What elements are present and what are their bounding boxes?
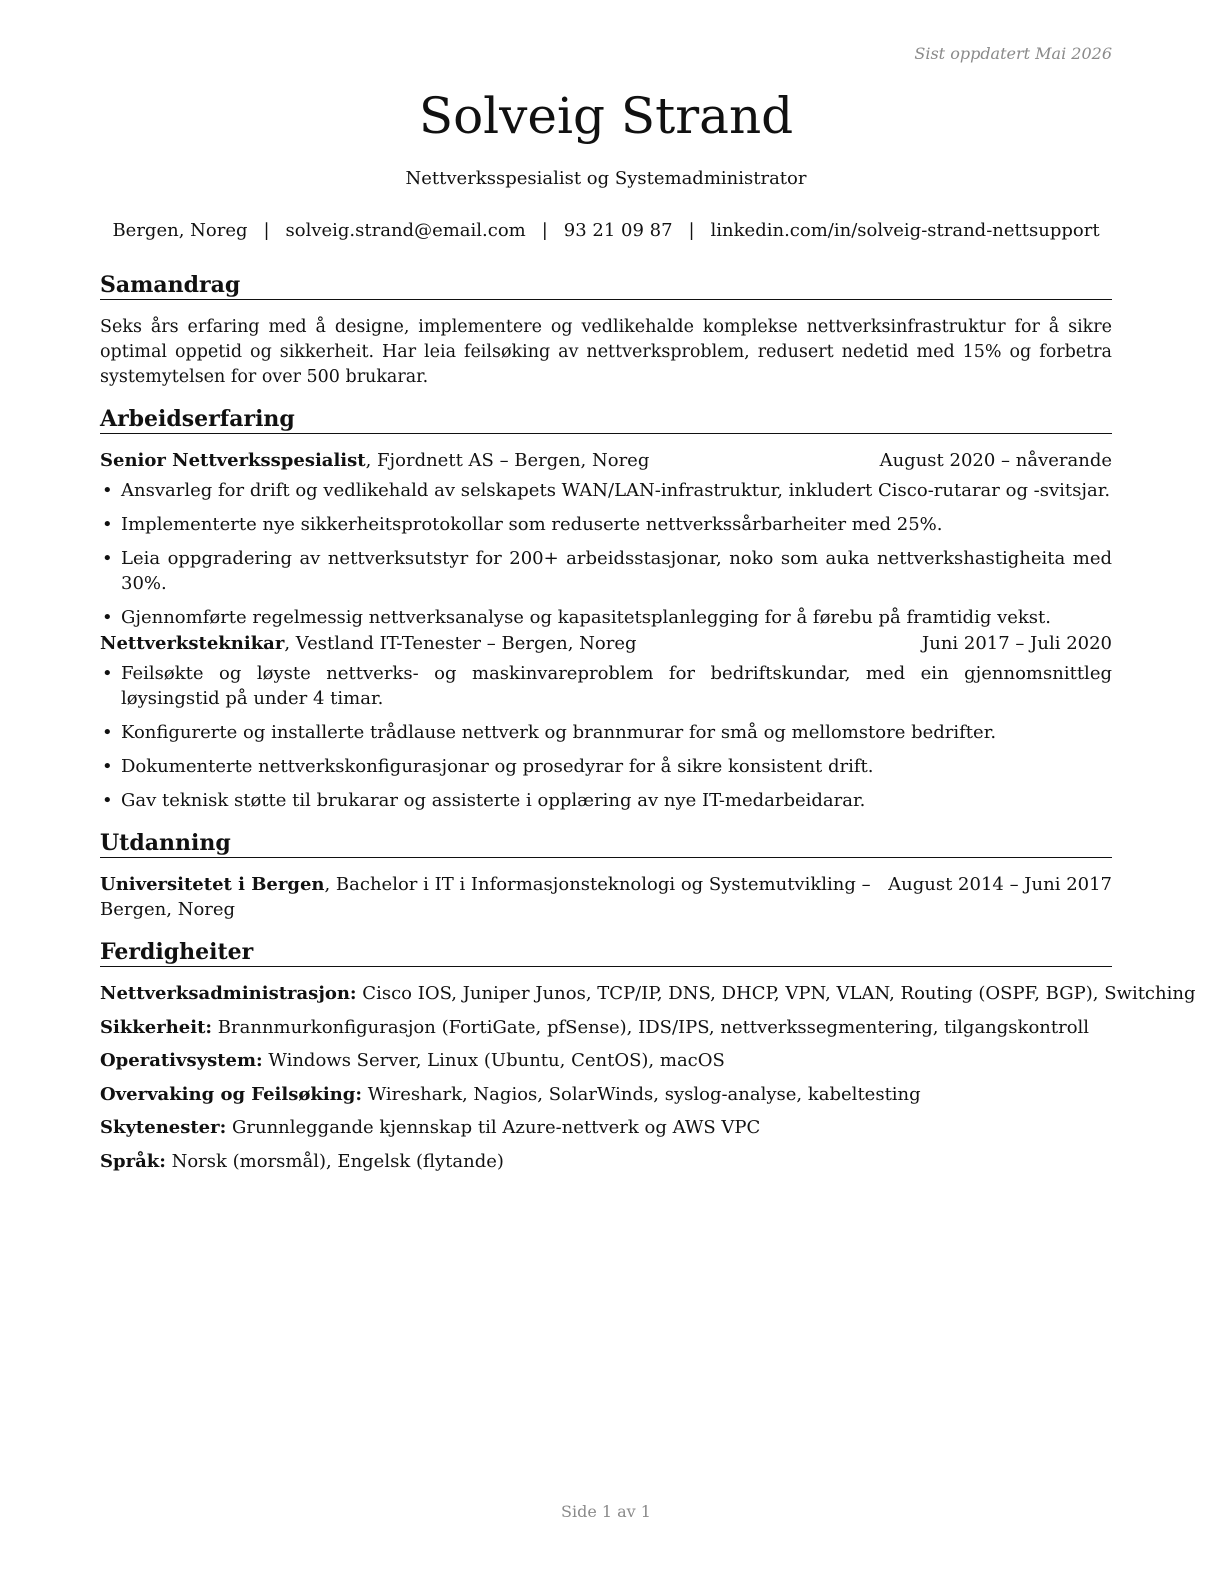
bullet-item: • Konfigurerte og installerte trådlause nettverk og brannmurar for små og mellomstore bedrifter. bbox=[100, 720, 1112, 745]
skills-list bbox=[100, 981, 1196, 1182]
skill-label: Operativsystem: bbox=[100, 1050, 263, 1071]
contact-line bbox=[100, 220, 1112, 242]
separator: | bbox=[688, 220, 695, 241]
bullet-item: • Feilsøkte og løyste nettverks- og maskinvareproblem for bedriftskundar, med ein gjennomsnittleg løysingstid på under 4 timar. bbox=[100, 661, 1112, 711]
separator: | bbox=[263, 220, 270, 241]
bullet-item: • Leia oppgradering av nettverksutstyr for 200+ arbeidsstasjonar, noko som auka nettverkshastigheita med 30%. bbox=[100, 546, 1112, 596]
contact-location: Bergen, Noreg bbox=[112, 220, 248, 241]
section-heading-summary: Samandrag bbox=[100, 272, 1112, 300]
skill-line bbox=[100, 1048, 1112, 1073]
job-dates: Juni 2017 – Juli 2020 bbox=[922, 633, 1112, 654]
job-bullets bbox=[100, 478, 1112, 630]
skill-value: Wireshark, Nagios, SolarWinds, syslog-analyse, kabeltesting bbox=[362, 1083, 921, 1105]
bullet-item: • Implementerte nye sikkerheitsprotokollar som reduserte nettverkssårbarheiter med 25%. bbox=[100, 512, 1112, 537]
skill-value: Windows Server, Linux (Ubuntu, CentOS), macOS bbox=[262, 1050, 725, 1071]
job-title-company bbox=[100, 450, 649, 472]
job-title: Nettverksspesialist og Systemadministrator bbox=[405, 168, 807, 189]
bullet-item: • Dokumenterte nettverkskonfigurasjonar og prosedyrar for å sikre konsistent drift. bbox=[100, 754, 1112, 779]
page-number: Side 1 av 1 bbox=[561, 1502, 651, 1521]
section-heading-experience: Arbeidserfaring bbox=[100, 406, 1112, 434]
contact-email[interactable]: solveig.strand@email.com bbox=[285, 220, 526, 241]
bullet-item: • Gjennomførte regelmessig nettverksanalyse og kapasitetsplanlegging for å førebu på framtidig vekst. bbox=[100, 605, 1112, 630]
contact-phone: 93 21 09 87 bbox=[563, 220, 673, 241]
bullet-item: • Ansvarleg for drift og vedlikehald av selskapets WAN/LAN-infrastruktur, inkludert Cisco-rutarar og -svitsjar. bbox=[100, 478, 1112, 503]
skill-value: Grunnleggande kjennskap til Azure-nettverk og AWS VPC bbox=[226, 1117, 761, 1138]
skill-line bbox=[100, 1015, 1112, 1040]
skill-value: Norsk (morsmål), Engelsk (flytande) bbox=[165, 1150, 504, 1172]
job-role: Nettverksteknikar bbox=[100, 633, 285, 654]
skill-label: Sikkerheit: bbox=[100, 1016, 213, 1038]
job-title-company bbox=[100, 633, 637, 655]
school-name: Universitetet i Bergen bbox=[100, 874, 325, 895]
job-header bbox=[100, 450, 1112, 472]
resume-page bbox=[100, 0, 1196, 1584]
skill-label: Språk: bbox=[100, 1150, 166, 1172]
job-bullets bbox=[100, 661, 1112, 813]
last-updated: Sist oppdatert Mai 2026 bbox=[914, 44, 1112, 63]
skill-label: Skytenester: bbox=[100, 1117, 227, 1138]
section-heading-education: Utdanning bbox=[100, 830, 1112, 858]
skill-line bbox=[100, 1115, 1112, 1140]
job-company: , Fjordnett AS – Bergen, Noreg bbox=[365, 450, 650, 471]
education-text bbox=[100, 872, 890, 922]
job-dates: August 2020 – nåverande bbox=[879, 450, 1112, 471]
bullet-item: • Gav teknisk støtte til brukarar og assisterte i opplæring av nye IT-medarbeidarar. bbox=[100, 788, 1112, 813]
candidate-name: Solveig Strand bbox=[418, 87, 794, 145]
skill-value: Cisco IOS, Juniper Junos, TCP/IP, DNS, DHCP, VPN, VLAN, Routing (OSPF, BGP), Switching bbox=[356, 983, 1196, 1004]
skill-line bbox=[100, 1082, 1112, 1107]
skill-label: Overvaking og Feilsøking: bbox=[100, 1083, 362, 1105]
skill-line bbox=[100, 1149, 1112, 1174]
degree-details: , Bachelor i IT i Informasjonsteknologi og Systemutvikling – Bergen, Noreg bbox=[100, 874, 871, 920]
job-header bbox=[100, 633, 1112, 655]
skill-value: Brannmurkonfigurasjon (FortiGate, pfSense), IDS/IPS, nettverkssegmentering, tilgangskontroll bbox=[212, 1016, 1090, 1038]
education-dates: August 2014 – Juni 2017 bbox=[888, 874, 1112, 895]
skill-line bbox=[100, 981, 1196, 1006]
job-role: Senior Nettverksspesialist bbox=[100, 450, 366, 471]
summary-text: Seks års erfaring med å designe, implementere og vedlikehalde komplekse nettverksinfrastruktur for å sikre optimal oppetid og sikkerheit. Har leia feilsøking av nettverksproblem, redusert nedetid med 15% og forbetra systemytelsen for over 500 brukarar. bbox=[100, 317, 1112, 387]
skill-label: Nettverksadministrasjon: bbox=[100, 983, 357, 1004]
education-entry bbox=[100, 872, 1112, 922]
section-heading-skills: Ferdigheiter bbox=[100, 939, 1112, 967]
job-company: , Vestland IT-Tenester – Bergen, Noreg bbox=[284, 633, 637, 654]
separator: | bbox=[541, 220, 548, 241]
contact-linkedin[interactable]: linkedin.com/in/solveig-strand-nettsupport bbox=[710, 220, 1100, 241]
